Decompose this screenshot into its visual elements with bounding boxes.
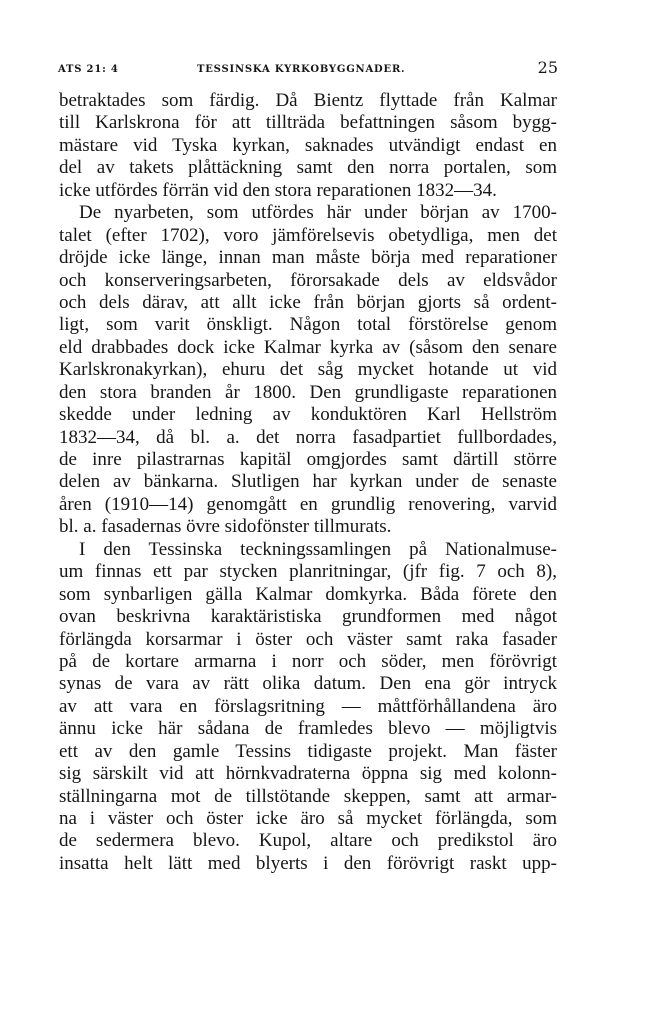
text-line: icke utfördes förrän vid den stora reparationen 1832—34. — [59, 179, 497, 201]
text-line: av att vara en förslagsritning — måttförhållandena äro — [59, 695, 557, 717]
text-line: de inre pilastrarnas kapitäl omgjordes samt därtill större — [59, 449, 557, 470]
text-line: mästare vid Tyska kyrkan, saknades utvändigt endast en — [59, 134, 557, 156]
text-line: till Karlskrona för att tillträda befattningen såsom bygg- — [59, 112, 557, 134]
text-line: Karlskronakyrkan), ehuru det såg mycket hotande ut vid — [59, 359, 557, 381]
text-line: åren (1910—14) genomgått en grundlig renovering, varvid — [59, 493, 557, 515]
text-line: dröjde icke länge, innan man måste börja med reparationer — [59, 247, 557, 269]
text-line: förlängda korsarmar i öster och väster samt raka fasader — [59, 628, 557, 650]
text-line: betraktades som färdig. Då Bientz flyttade från Kalmar — [59, 90, 557, 111]
text-line: bl. a. fasadernas övre sidofönster tillmurats. — [59, 516, 392, 538]
series-reference: ATS 21: 4 — [58, 64, 119, 75]
text-line: ovan beskrivna karaktäristiska grundformen med något — [59, 606, 557, 628]
text-line: ännu icke här sådana de framledes blevo — möjligtvis — [59, 718, 557, 740]
text-line: De nyarbeten, som utfördes här under början av 1700- — [79, 202, 557, 224]
text-line: insatta helt lätt med blyerts i den förövrigt raskt upp- — [59, 852, 557, 874]
text-line: eld drabbades dock icke Kalmar kyrka av (såsom den senare — [59, 336, 557, 358]
text-line: sig särskilt vid att hörnkvadraterna öppna sig med kolonn- — [59, 763, 557, 785]
text-line: skedde under ledning av konduktören Karl Hellström — [59, 404, 557, 426]
text-line: ett av den gamle Tessins tidigaste projekt. Man fäster — [59, 740, 557, 762]
text-line: den stora branden år 1800. Den grundligaste reparationen — [59, 381, 557, 403]
text-line: och konserveringsarbeten, förorsakade dels av eldsvådor — [59, 269, 557, 291]
running-header — [58, 58, 558, 82]
text-line: som synbarligen gälla Kalmar domkyrka. Båda förete den — [59, 583, 557, 605]
text-line: del av takets plåttäckning samt den norra portalen, som — [59, 157, 557, 179]
text-line: 1832—34, då bl. a. det norra fasadpartiet fullbordades, — [59, 426, 557, 448]
text-line: I den Tessinska teckningssamlingen på Nationalmuse- — [79, 538, 557, 560]
text-line: talet (efter 1702), voro jämförelsevis obetydliga, men det — [59, 224, 557, 246]
text-line: ligt, som varit önskligt. Någon total förstörelse genom — [59, 314, 557, 336]
text-line: ställningarna mot de tillstötande skeppen, samt att armar- — [59, 785, 557, 807]
page-number: 25 — [537, 58, 558, 77]
text-line: delen av bänkarna. Slutligen har kyrkan under de senaste — [59, 471, 557, 493]
running-title: TESSINSKA KYRKOBYGGNADER. — [197, 64, 406, 75]
text-line: de sedermera blevo. Kupol, altare och predikstol äro — [59, 830, 557, 852]
text-line: synas de vara av rätt olika datum. Den ena gör intryck — [59, 673, 557, 695]
body-text — [59, 90, 557, 875]
text-line: på de kortare armarna i norr och söder, men förövrigt — [59, 650, 557, 672]
text-line: na i väster och öster icke äro så mycket förlängda, som — [59, 808, 557, 829]
text-line: och dels därav, att allt icke från början gjorts så ordent- — [59, 291, 557, 313]
text-line: um finnas ett par stycken planritningar, (jfr fig. 7 och 8), — [59, 561, 557, 583]
